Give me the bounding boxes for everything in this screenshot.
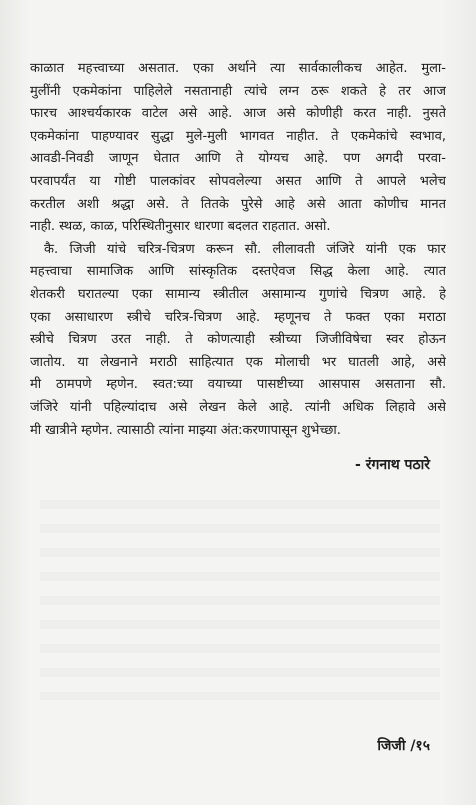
text-line: शेतकरी घरातल्या एका सामान्य स्त्रीतील असामान्य गुणांचे चित्रण आहे. हे (30, 286, 446, 302)
text-line: स्त्रीचे चित्रण उरत नाही. ते कोणत्याही स्त्रीच्या जिजीविषेचा स्वर होऊन (30, 332, 446, 348)
paragraph-2 (30, 239, 446, 442)
bleed-through-text (40, 500, 440, 700)
text-line: जातोय. या लेखनाने मराठी साहित्यात एक मोलाची भर घातली आहे, असे (30, 354, 446, 370)
page-footer: जिजी /१५ (377, 738, 430, 754)
text-line: करतील अशी श्रद्धा असे. ते तितके पुरेसे आहे असे आता कोणीच मानत (30, 196, 446, 212)
text-line: महत्त्वाचा सामाजिक आणि सांस्कृतिक दस्तऐवज सिद्ध केला आहे. त्यात (30, 264, 446, 280)
paragraph-1 (30, 58, 446, 239)
text-line: जंजिरे यांनी पहिल्यांदाच असे लेखन केले आहे. त्यांनी अधिक लिहावे असे (30, 399, 446, 415)
text-line: काळात महत्त्वाच्या असतात. एका अर्थाने त्या सार्वकालीकच आहेत. मुला- (30, 61, 446, 76)
text-line: मी ठामपणे म्हणेन. स्वत:च्या वयाच्या पासष्टीच्या आसपास असताना सौ. (30, 377, 446, 393)
text-line: कै. जिजी यांचे चरित्र-चित्रण करून सौ. लीलावती जंजिरे यांनी एक फार (44, 241, 446, 257)
text-line: फारच आश्चर्यकारक वाटेल असे आहे. आज असे कोणीही करत नाही. नुसते (30, 106, 446, 122)
text-line: मुलींनी एकमेकांना पाहिलेले नसतानाही त्यांचे लग्न ठरू शकते हे तर आज (30, 83, 446, 99)
text-line: नाही. स्थळ, काळ, परिस्थितीनुसार धारणा बदलत राहतात. असो. (30, 219, 331, 235)
text-line: मी खात्रीने म्हणेन. त्यासाठी त्यांना माझ्या अंत:करणापासून शुभेच्छा. (30, 422, 341, 438)
author-signature: - रंगनाथ पठारे (355, 457, 430, 473)
text-line: परवापर्यंत या गोष्टी पालकांवर सोपवलेल्या असत आणि ते आपले भलेच (30, 173, 446, 189)
text-line: एकमेकांना पाहण्यावर सुद्धा मुले-मुली भागवत नाहीत. ते एकमेकांचे स्वभाव, (30, 128, 446, 144)
text-line: आवडी-निवडी जाणून घेतात आणि ते योग्यच आहे. पण अगदी परवा- (30, 151, 446, 167)
body-text (30, 58, 446, 442)
text-line: एका असाधारण स्त्रीचे चरित्र-चित्रण आहे. म्हणूनच ते फक्त एका मराठा (30, 309, 446, 325)
